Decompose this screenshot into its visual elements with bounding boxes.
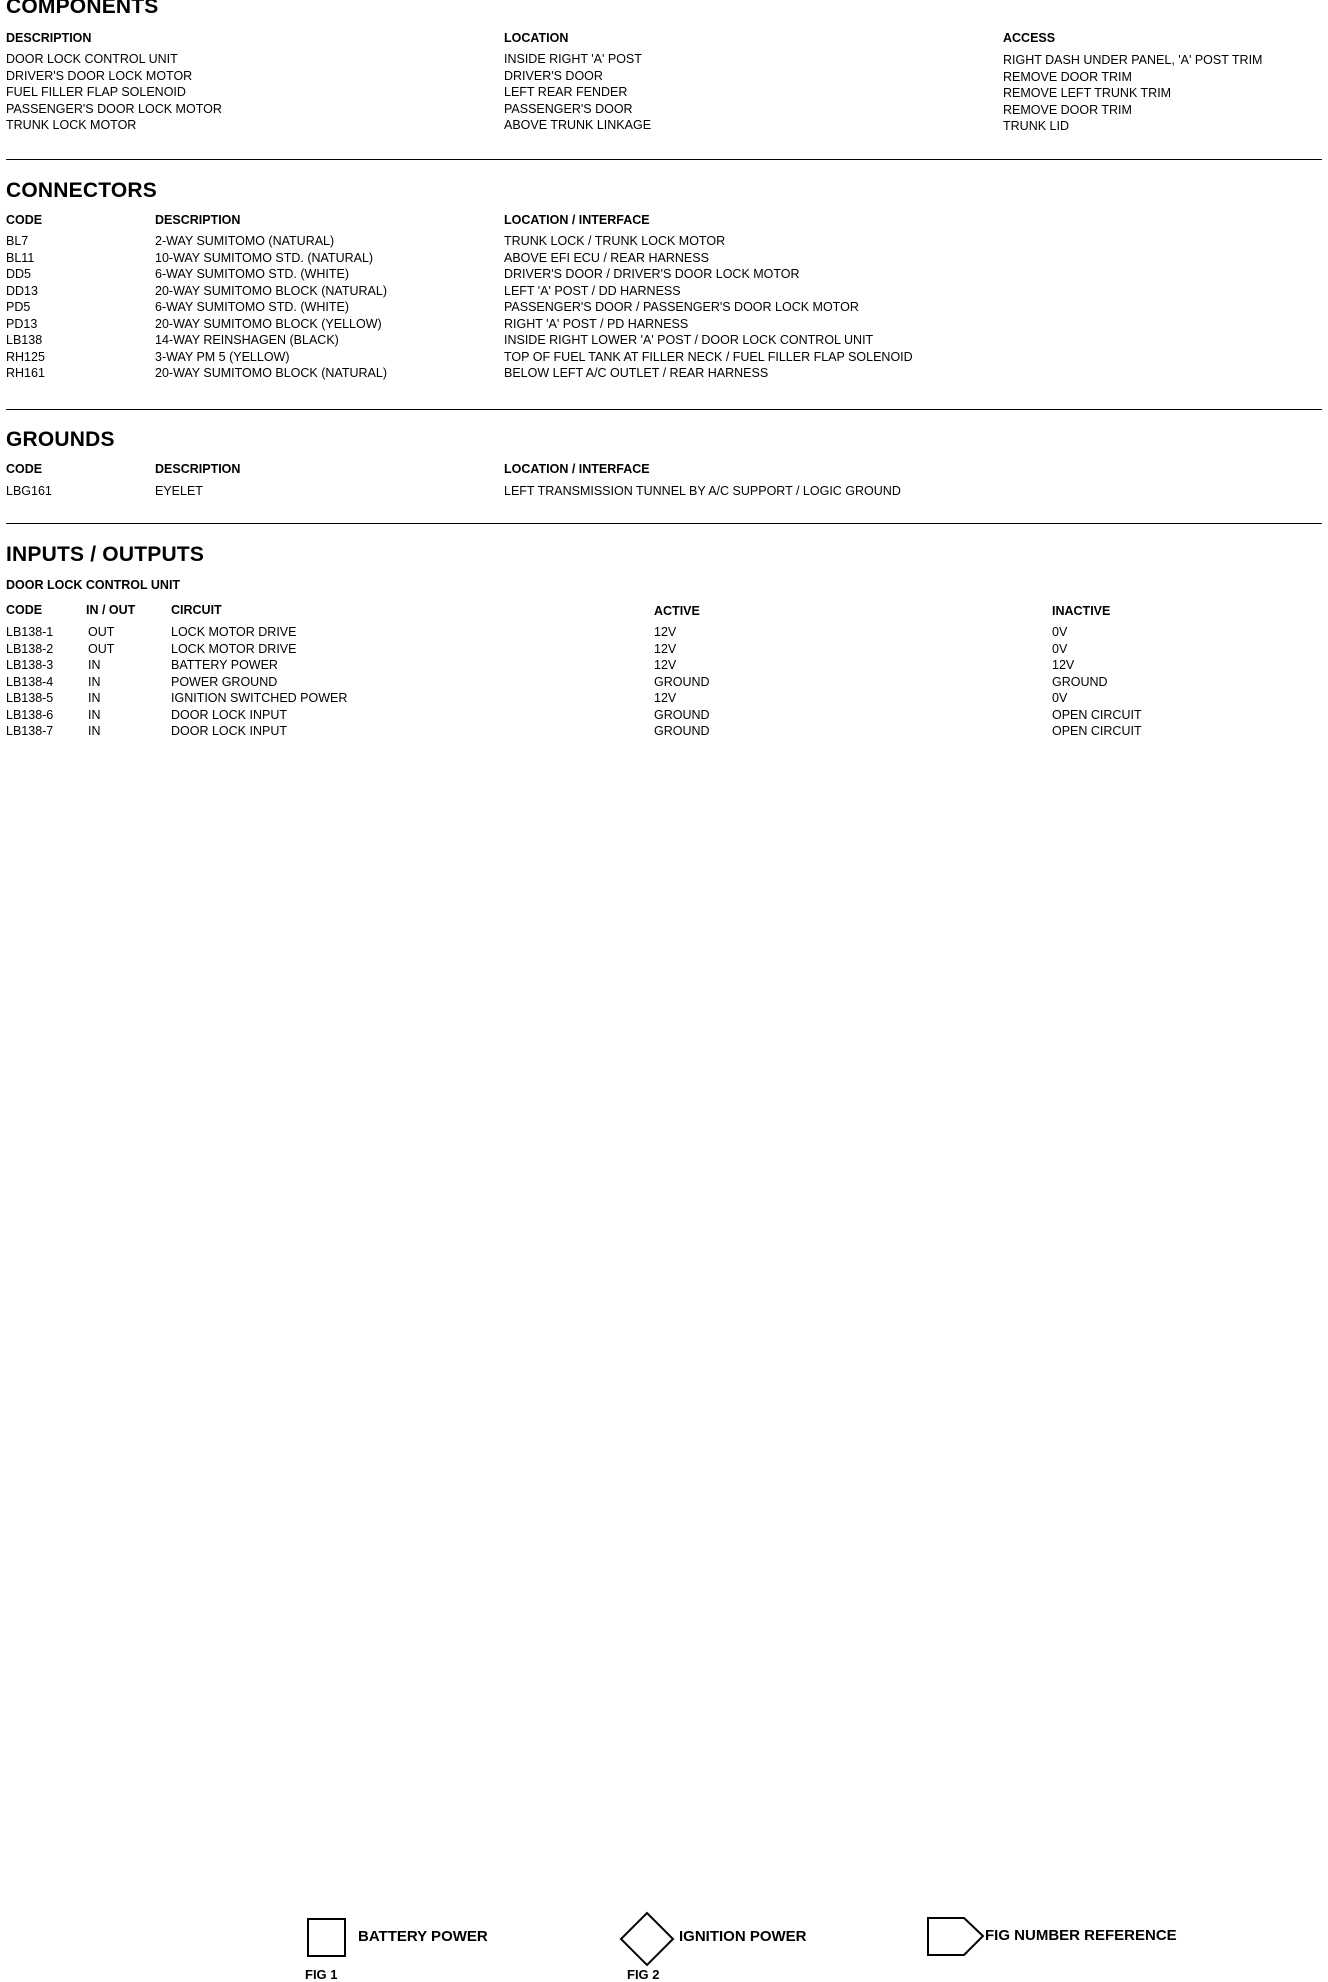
io-header-inactive: INACTIVE <box>1052 604 1111 618</box>
connector-code: DD13 <box>6 283 38 298</box>
io-inactive: OPEN CIRCUIT <box>1052 707 1142 722</box>
component-access: REMOVE DOOR TRIM <box>1003 69 1132 84</box>
io-code: LB138-1 <box>6 625 54 639</box>
io-code-column <box>6 624 53 740</box>
components-title: COMPONENTS <box>6 0 159 18</box>
io-code: LB138-5 <box>6 691 54 705</box>
battery-power-label: BATTERY POWER <box>358 1928 488 1945</box>
grounds-title: GROUNDS <box>6 428 115 451</box>
io-circuit: POWER GROUND <box>171 674 278 689</box>
connector-description: 6-WAY SUMITOMO STD. (WHITE) <box>155 300 349 314</box>
io-inout: OUT <box>88 641 115 656</box>
io-inout: IN <box>88 691 101 705</box>
component-access: TRUNK LID <box>1003 119 1069 133</box>
connector-location: TOP OF FUEL TANK AT FILLER NECK / FUEL FILLER FLAP SOLENOID <box>504 349 913 364</box>
connectors-description-column <box>155 233 387 382</box>
io-circuit: DOOR LOCK INPUT <box>171 707 287 722</box>
connector-location: INSIDE RIGHT LOWER 'A' POST / DOOR LOCK CONTROL UNIT <box>504 333 874 347</box>
component-access: REMOVE LEFT TRUNK TRIM <box>1003 86 1172 100</box>
connectors-header-description: DESCRIPTION <box>155 213 241 227</box>
grounds-header-location: LOCATION / INTERFACE <box>504 462 650 476</box>
component-access: RIGHT DASH UNDER PANEL, 'A' POST TRIM <box>1003 53 1263 67</box>
io-active: GROUND <box>654 707 710 722</box>
connector-location: RIGHT 'A' POST / PD HARNESS <box>504 316 689 331</box>
component-location: ABOVE TRUNK LINKAGE <box>504 118 652 132</box>
io-inactive: 12V <box>1052 658 1075 672</box>
io-inout: IN <box>88 658 101 672</box>
connector-code: RH125 <box>6 349 45 364</box>
io-active-column <box>654 624 710 740</box>
connector-code: PD5 <box>6 300 31 314</box>
io-title: INPUTS / OUTPUTS <box>6 543 205 566</box>
io-inout-column <box>88 624 114 740</box>
connectors-header-code: CODE <box>6 213 43 227</box>
connector-code: RH161 <box>6 366 45 380</box>
connector-description: 20-WAY SUMITOMO BLOCK (YELLOW) <box>155 316 382 331</box>
connector-location: LEFT 'A' POST / DD HARNESS <box>504 283 681 298</box>
io-circuit: IGNITION SWITCHED POWER <box>171 691 348 705</box>
ignition-power-label: IGNITION POWER <box>679 1928 807 1945</box>
io-inout: IN <box>88 674 101 689</box>
grounds-header-description: DESCRIPTION <box>155 462 241 476</box>
io-code: LB138-7 <box>6 724 54 738</box>
io-circuit: LOCK MOTOR DRIVE <box>171 641 297 656</box>
section-divider <box>6 159 1322 160</box>
connectors-location-column <box>504 233 913 382</box>
connector-code: LB138 <box>6 333 43 347</box>
connector-description: 3-WAY PM 5 (YELLOW) <box>155 349 290 364</box>
io-circuit: DOOR LOCK INPUT <box>171 724 287 738</box>
connector-code: DD5 <box>6 267 32 281</box>
component-access: REMOVE DOOR TRIM <box>1003 102 1132 117</box>
component-description: PASSENGER'S DOOR LOCK MOTOR <box>6 101 222 116</box>
io-header-inout: IN / OUT <box>86 603 136 617</box>
io-inactive: OPEN CIRCUIT <box>1052 724 1142 738</box>
components-header-description: DESCRIPTION <box>6 31 92 45</box>
io-code: LB138-6 <box>6 707 54 722</box>
connector-description: 20-WAY SUMITOMO BLOCK (NATURAL) <box>155 283 387 298</box>
io-inactive: GROUND <box>1052 674 1108 689</box>
ignition-power-diamond-icon <box>619 1912 675 1966</box>
io-header-circuit: CIRCUIT <box>171 603 222 617</box>
section-divider <box>6 523 1322 524</box>
io-circuit: LOCK MOTOR DRIVE <box>171 625 297 639</box>
component-description: DOOR LOCK CONTROL UNIT <box>6 52 178 66</box>
connector-location: BELOW LEFT A/C OUTLET / REAR HARNESS <box>504 366 769 380</box>
connector-location: TRUNK LOCK / TRUNK LOCK MOTOR <box>504 234 726 248</box>
io-active: GROUND <box>654 724 710 738</box>
connector-location: DRIVER'S DOOR / DRIVER'S DOOR LOCK MOTOR <box>504 267 800 281</box>
grounds-header-code: CODE <box>6 462 43 476</box>
ground-description: EYELET <box>155 484 203 498</box>
component-location: PASSENGER'S DOOR <box>504 101 633 116</box>
io-active: 12V <box>654 641 677 656</box>
connectors-header-location: LOCATION / INTERFACE <box>504 213 650 227</box>
components-location-column <box>504 51 651 134</box>
connector-description: 10-WAY SUMITOMO STD. (NATURAL) <box>155 250 374 265</box>
components-header-access: ACCESS <box>1003 31 1056 45</box>
io-active: 12V <box>654 691 677 705</box>
connectors-title: CONNECTORS <box>6 179 157 202</box>
connector-code: BL7 <box>6 234 29 248</box>
io-active: 12V <box>654 658 677 672</box>
io-inout: IN <box>88 707 101 722</box>
components-header-location: LOCATION <box>504 31 569 45</box>
io-header-code: CODE <box>6 603 43 617</box>
component-description: FUEL FILLER FLAP SOLENOID <box>6 85 186 99</box>
fig1-label: FIG 1 <box>305 1967 338 1982</box>
io-inactive: 0V <box>1052 641 1068 656</box>
component-description: DRIVER'S DOOR LOCK MOTOR <box>6 68 193 83</box>
connector-code: PD13 <box>6 316 38 331</box>
component-description: TRUNK LOCK MOTOR <box>6 118 137 132</box>
io-circuit-column <box>171 624 347 740</box>
io-code: LB138-3 <box>6 658 54 672</box>
components-access-column <box>1003 52 1262 135</box>
fig-number-reference-label: FIG NUMBER REFERENCE <box>985 1927 1177 1944</box>
io-inout: IN <box>88 724 101 738</box>
components-description-column <box>6 51 222 134</box>
io-inactive: 0V <box>1052 691 1068 705</box>
fig2-label: FIG 2 <box>627 1967 660 1982</box>
io-subtitle: DOOR LOCK CONTROL UNIT <box>6 578 181 592</box>
component-location: LEFT REAR FENDER <box>504 85 628 99</box>
connector-description: 14-WAY REINSHAGEN (BLACK) <box>155 333 339 347</box>
battery-power-square-icon <box>307 1918 347 1958</box>
io-active: GROUND <box>654 674 710 689</box>
io-code: LB138-4 <box>6 674 54 689</box>
connector-description: 6-WAY SUMITOMO STD. (WHITE) <box>155 267 349 281</box>
io-active: 12V <box>654 625 677 639</box>
ground-location: LEFT TRANSMISSION TUNNEL BY A/C SUPPORT / LOGIC GROUND <box>504 484 901 498</box>
io-inactive-column <box>1052 624 1142 740</box>
connector-description: 20-WAY SUMITOMO BLOCK (NATURAL) <box>155 366 387 380</box>
io-circuit: BATTERY POWER <box>171 658 278 672</box>
connector-location: PASSENGER'S DOOR / PASSENGER'S DOOR LOCK MOTOR <box>504 300 859 314</box>
io-header-active: ACTIVE <box>654 604 700 618</box>
fig-number-reference-pentagon-icon <box>927 1917 985 1957</box>
io-inactive: 0V <box>1052 625 1068 639</box>
component-location: DRIVER'S DOOR <box>504 68 603 83</box>
io-inout: OUT <box>88 625 115 639</box>
connector-code: BL11 <box>6 250 35 265</box>
connector-description: 2-WAY SUMITOMO (NATURAL) <box>155 234 335 248</box>
component-location: INSIDE RIGHT 'A' POST <box>504 52 642 66</box>
connectors-code-column <box>6 233 45 382</box>
connector-location: ABOVE EFI ECU / REAR HARNESS <box>504 250 709 265</box>
io-code: LB138-2 <box>6 641 54 656</box>
ground-code: LBG161 <box>6 484 52 498</box>
section-divider <box>6 409 1322 410</box>
